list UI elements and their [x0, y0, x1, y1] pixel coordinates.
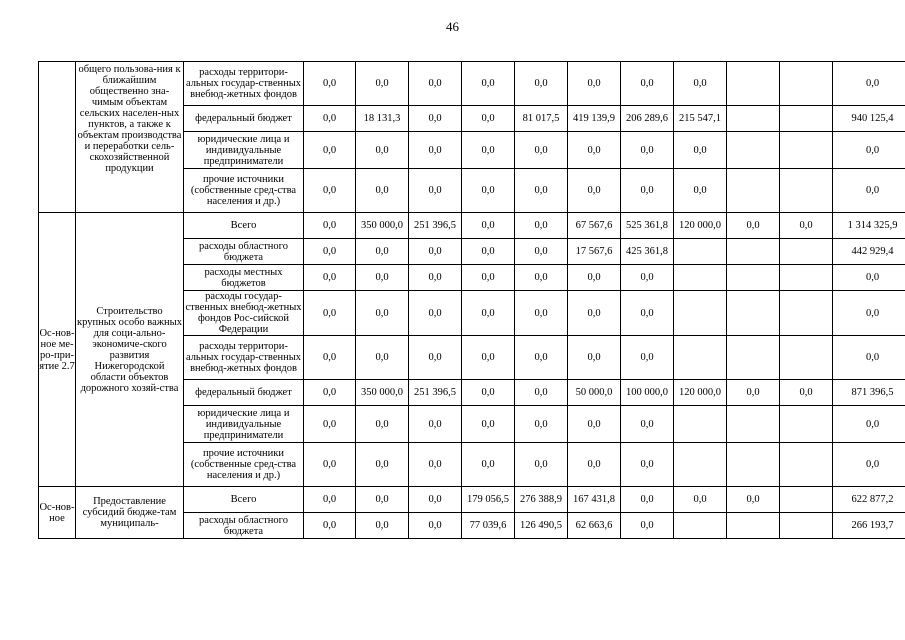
value-cell: 77 039,6 — [462, 513, 515, 539]
value-cell: 251 396,5 — [409, 380, 462, 406]
table-row — [39, 213, 905, 239]
value-cell: 0,0 — [515, 169, 568, 213]
value-cell: 0,0 — [621, 169, 674, 213]
funding-source: Всего — [184, 213, 304, 239]
value-cell: 0,0 — [409, 62, 462, 106]
value-cell: 0,0 — [462, 106, 515, 132]
value-cell: 350 000,0 — [356, 380, 409, 406]
value-cell: 0,0 — [515, 291, 568, 336]
value-cell: 0,0 — [356, 62, 409, 106]
value-cell: 0,0 — [621, 291, 674, 336]
value-cell — [674, 443, 727, 487]
measure-name-cell: Строительство крупных особо важных для соци-ально-экономиче-ского развития Нижегородской области объектов дорожного хозяй-ства — [76, 213, 184, 487]
value-cell — [674, 406, 727, 443]
value-cell: 0,0 — [568, 169, 621, 213]
value-cell — [674, 513, 727, 539]
value-cell: 100 000,0 — [621, 380, 674, 406]
value-cell: 0,0 — [515, 406, 568, 443]
value-cell: 251 396,5 — [409, 213, 462, 239]
value-cell: 350 000,0 — [356, 213, 409, 239]
funding-source: расходы территори-альных государ-ственных внебюд-жетных фондов — [184, 336, 304, 380]
activity-code-cell — [39, 62, 76, 213]
measure-name-cell: общего пользова-ния к ближайшим общественно зна-чимым объектам сельских населен-ных пунктов, а также к объектам производства и переработки сель-скохозяйственной продукции — [76, 62, 184, 213]
value-cell: 0,0 — [568, 291, 621, 336]
value-cell: 0,0 — [304, 291, 356, 336]
value-cell — [727, 291, 780, 336]
value-cell: 0,0 — [515, 380, 568, 406]
table-row — [39, 62, 905, 106]
value-cell: 167 431,8 — [568, 487, 621, 513]
value-cell — [727, 513, 780, 539]
value-cell: 17 567,6 — [568, 239, 621, 265]
value-cell — [780, 513, 833, 539]
value-cell: 0,0 — [409, 132, 462, 169]
value-cell — [727, 106, 780, 132]
value-cell: 0,0 — [356, 406, 409, 443]
value-cell: 126 490,5 — [515, 513, 568, 539]
value-cell: 18 131,3 — [356, 106, 409, 132]
value-cell: 0,0 — [356, 336, 409, 380]
value-cell — [780, 336, 833, 380]
value-cell — [727, 443, 780, 487]
value-cell: 0,0 — [304, 380, 356, 406]
value-cell: 0,0 — [515, 336, 568, 380]
value-cell: 0,0 — [304, 62, 356, 106]
value-cell — [727, 406, 780, 443]
value-cell: 0,0 — [568, 265, 621, 291]
value-cell — [727, 62, 780, 106]
value-cell — [674, 239, 727, 265]
value-cell: 0,0 — [621, 62, 674, 106]
value-cell: 0,0 — [515, 62, 568, 106]
value-cell: 0,0 — [515, 443, 568, 487]
total-cell: 0,0 — [833, 265, 905, 291]
funding-source: прочие источники (собственные сред-ства населения и др.) — [184, 443, 304, 487]
value-cell: 0,0 — [621, 336, 674, 380]
funding-source: юридические лица и индивидуальные предприниматели — [184, 406, 304, 443]
value-cell — [674, 336, 727, 380]
value-cell — [780, 443, 833, 487]
value-cell: 0,0 — [409, 239, 462, 265]
value-cell — [780, 239, 833, 265]
value-cell: 0,0 — [780, 380, 833, 406]
value-cell: 0,0 — [304, 487, 356, 513]
value-cell: 0,0 — [462, 239, 515, 265]
funding-table — [38, 61, 905, 539]
value-cell: 0,0 — [304, 513, 356, 539]
value-cell — [674, 265, 727, 291]
funding-source: расходы государ-ственных внебюд-жетных фондов Рос-сийской Федерации — [185, 291, 302, 335]
total-cell: 0,0 — [833, 169, 905, 213]
value-cell: 0,0 — [304, 443, 356, 487]
value-cell: 276 388,9 — [515, 487, 568, 513]
total-cell: 622 877,2 — [833, 487, 905, 513]
value-cell: 0,0 — [674, 132, 727, 169]
value-cell: 0,0 — [621, 265, 674, 291]
total-cell: 940 125,4 — [833, 106, 905, 132]
value-cell: 0,0 — [674, 169, 727, 213]
value-cell: 0,0 — [462, 336, 515, 380]
value-cell: 120 000,0 — [674, 380, 727, 406]
value-cell: 0,0 — [568, 132, 621, 169]
value-cell: 0,0 — [409, 513, 462, 539]
value-cell: 0,0 — [356, 291, 409, 336]
value-cell: 0,0 — [356, 169, 409, 213]
activity-code-cell: Ос-нов-ное ме-ро-при-ятие 2.7 — [39, 213, 76, 487]
value-cell: 0,0 — [304, 336, 356, 380]
value-cell: 0,0 — [462, 291, 515, 336]
total-cell: 0,0 — [833, 291, 905, 336]
value-cell: 0,0 — [356, 513, 409, 539]
value-cell: 0,0 — [515, 265, 568, 291]
total-cell: 1 314 325,9 — [833, 213, 905, 239]
value-cell: 0,0 — [568, 336, 621, 380]
value-cell: 0,0 — [621, 443, 674, 487]
funding-source: федеральный бюджет — [184, 106, 304, 132]
value-cell: 0,0 — [356, 239, 409, 265]
value-cell: 81 017,5 — [515, 106, 568, 132]
value-cell: 0,0 — [304, 239, 356, 265]
total-cell: 0,0 — [833, 132, 905, 169]
value-cell: 0,0 — [462, 213, 515, 239]
value-cell: 0,0 — [621, 132, 674, 169]
value-cell: 0,0 — [727, 380, 780, 406]
value-cell: 0,0 — [409, 336, 462, 380]
total-cell: 871 396,5 — [833, 380, 905, 406]
value-cell — [727, 169, 780, 213]
value-cell: 0,0 — [462, 169, 515, 213]
value-cell — [780, 62, 833, 106]
value-cell: 0,0 — [409, 443, 462, 487]
value-cell: 0,0 — [462, 132, 515, 169]
value-cell: 0,0 — [621, 406, 674, 443]
table-row — [39, 487, 905, 513]
value-cell: 0,0 — [356, 265, 409, 291]
value-cell: 0,0 — [568, 406, 621, 443]
funding-source: расходы территори-альных государ-ственных внебюд-жетных фондов — [184, 62, 304, 106]
value-cell: 0,0 — [409, 406, 462, 443]
value-cell: 0,0 — [727, 213, 780, 239]
value-cell: 0,0 — [621, 513, 674, 539]
funding-source: расходы областного бюджета — [184, 513, 304, 539]
value-cell: 0,0 — [409, 106, 462, 132]
value-cell: 50 000,0 — [568, 380, 621, 406]
funding-source: юридические лица и индивидуальные предприниматели — [184, 132, 304, 169]
value-cell: 215 547,1 — [674, 106, 727, 132]
value-cell: 0,0 — [462, 406, 515, 443]
value-cell: 0,0 — [304, 265, 356, 291]
value-cell: 0,0 — [356, 443, 409, 487]
value-cell: 0,0 — [409, 265, 462, 291]
value-cell: 419 139,9 — [568, 106, 621, 132]
value-cell: 0,0 — [462, 265, 515, 291]
value-cell: 0,0 — [462, 62, 515, 106]
value-cell: 120 000,0 — [674, 213, 727, 239]
value-cell: 67 567,6 — [568, 213, 621, 239]
value-cell: 62 663,6 — [568, 513, 621, 539]
value-cell — [780, 132, 833, 169]
value-cell: 0,0 — [304, 169, 356, 213]
value-cell: 179 056,5 — [462, 487, 515, 513]
value-cell — [780, 265, 833, 291]
value-cell: 0,0 — [515, 213, 568, 239]
value-cell: 0,0 — [356, 132, 409, 169]
value-cell: 206 289,6 — [621, 106, 674, 132]
value-cell — [727, 265, 780, 291]
value-cell: 425 361,8 — [621, 239, 674, 265]
value-cell — [727, 336, 780, 380]
funding-source: расходы местных бюджетов — [184, 265, 304, 291]
activity-code-cell: Ос-нов-ное — [39, 487, 76, 539]
funding-source: прочие источники (собственные сред-ства населения и др.) — [184, 169, 304, 213]
value-cell: 0,0 — [674, 62, 727, 106]
total-cell: 0,0 — [833, 336, 905, 380]
value-cell: 0,0 — [409, 169, 462, 213]
value-cell: 0,0 — [409, 291, 462, 336]
value-cell: 0,0 — [409, 487, 462, 513]
value-cell: 0,0 — [304, 406, 356, 443]
value-cell: 0,0 — [462, 380, 515, 406]
funding-source: Всего — [184, 487, 304, 513]
value-cell: 0,0 — [780, 213, 833, 239]
total-cell: 266 193,7 — [833, 513, 905, 539]
total-cell: 0,0 — [833, 443, 905, 487]
value-cell: 0,0 — [515, 132, 568, 169]
value-cell — [727, 239, 780, 265]
measure-name-cell: Предоставление субсидий бюдже-там муниципаль- — [76, 487, 184, 539]
value-cell: 0,0 — [568, 443, 621, 487]
value-cell — [674, 291, 727, 336]
value-cell: 0,0 — [356, 487, 409, 513]
value-cell — [780, 406, 833, 443]
total-cell: 0,0 — [833, 406, 905, 443]
value-cell — [780, 169, 833, 213]
value-cell — [780, 487, 833, 513]
total-cell: 0,0 — [833, 62, 905, 106]
value-cell — [780, 106, 833, 132]
value-cell: 0,0 — [462, 443, 515, 487]
value-cell — [780, 291, 833, 336]
value-cell: 0,0 — [621, 487, 674, 513]
value-cell — [727, 132, 780, 169]
value-cell: 0,0 — [304, 106, 356, 132]
value-cell: 0,0 — [304, 213, 356, 239]
value-cell: 0,0 — [515, 239, 568, 265]
value-cell: 0,0 — [727, 487, 780, 513]
funding-source: расходы областного бюджета — [184, 239, 304, 265]
total-cell: 442 929,4 — [833, 239, 905, 265]
value-cell: 0,0 — [674, 487, 727, 513]
value-cell: 525 361,8 — [621, 213, 674, 239]
funding-source: федеральный бюджет — [184, 380, 304, 406]
value-cell: 0,0 — [568, 62, 621, 106]
value-cell: 0,0 — [304, 132, 356, 169]
page-number: 46 — [446, 19, 459, 34]
